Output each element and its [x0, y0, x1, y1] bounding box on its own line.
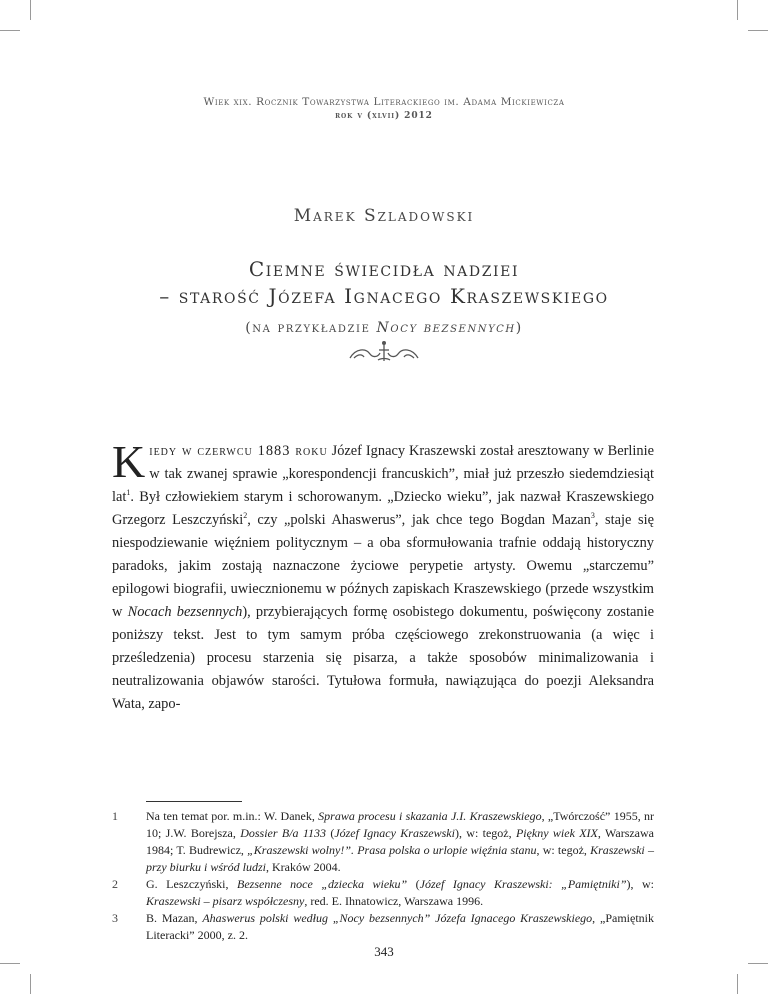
footnote-text: ), w: [626, 877, 655, 891]
footnote-ref[interactable]: 2 [243, 511, 248, 521]
footnote-number: 1 [112, 809, 118, 823]
footnote [112, 910, 654, 944]
crop-mark [737, 0, 738, 20]
footnote-text: , „Twórczość” 1955, nr 10; J.W. Borejsza, [146, 809, 654, 840]
footnote-italic: Ahaswerus polski według „Nocy bezsennych” Józefa Ignacego Kraszewskiego [202, 911, 593, 925]
subtitle-suffix: ) [515, 320, 523, 336]
footnote-italic: Józef Ignacy Kraszewski: „Pamiętniki” [419, 877, 627, 891]
crop-mark [30, 974, 31, 994]
footnote-text: , red. E. Ihnatowicz, Warszawa 1996. [304, 894, 484, 908]
body-sentence: . Był człowiekiem starym i schorowanym. „Dziecko wieku”, jak nazwał Kraszewskiego Grzegorz Leszczyński [112, 489, 654, 528]
footnote-number: 3 [112, 911, 118, 925]
journal-year: rok v (xlvii) 2012 [335, 111, 433, 121]
crop-mark [30, 0, 31, 20]
crop-mark [0, 963, 20, 964]
footnote [112, 876, 654, 910]
footnote-text: , „Pamiętnik Literacki” 2000, z. 2. [146, 911, 654, 942]
journal-title: Wiek xix. Rocznik Towarzystwa Literackiego im. Adama Mickiewicza [203, 96, 565, 108]
crop-mark [748, 30, 768, 31]
footnote-text: , Kraków 2004. [266, 860, 341, 874]
running-header [0, 96, 768, 121]
footnote-text: ), w: tegoż, [454, 826, 516, 840]
footnote-text: Na ten temat por. m.in.: W. Danek, [146, 809, 319, 823]
title-line-2: – starość Józefa Ignacego Kraszewskiego [159, 284, 609, 308]
footnote-text: B. Mazan, [146, 911, 203, 925]
crop-mark [0, 30, 20, 31]
body-sentence: , staje się niespodziewanie więźniem politycznym – a oba sformułowania trafnie oddają historyczny paradoks, jakim zostają naznaczone życiowe perypetie artysty. Owemu „starczemu” epilogowi biografii, uwiecznionemu w późnych zapiskach Kraszewskiego (przede wszystkim w [112, 512, 654, 620]
subtitle-italic: Nocy bezsennych [376, 320, 516, 336]
footnotes [112, 808, 654, 944]
body-sentence: , czy „polski Ahaswerus”, jak chce tego Bogdan Mazan [247, 512, 591, 528]
footnote-text: , Warszawa 1984; T. Budrewicz, [146, 826, 655, 857]
body-sentence: ), przybierających formę osobistego dokumentu, poświęcony zostanie poniższy tekst. Jest to tym samym próba częściowego zrekonstruowania (a więc i prześledzenia) procesu starzenia się pisarza, a także sposobów minimalizowania i neutralizowania objawów starości. Tytułowa formuła, nawiązująca do poezji Aleksandra Wata, zapo- [112, 604, 654, 712]
lead-in-smallcaps: iedy w czerwcu 1883 roku [149, 443, 328, 459]
footnote-text: ( [407, 877, 420, 891]
crop-mark [748, 963, 768, 964]
body-italic-title: Nocach bezsennych [127, 604, 243, 620]
footnote-italic: Piękny wiek XIX [515, 826, 598, 840]
article-author: Marek Szladowski [293, 206, 475, 226]
article-body [112, 436, 654, 716]
crop-mark [737, 974, 738, 994]
footnote-rule [146, 801, 242, 802]
footnote-text: G. Leszczyński, [146, 877, 237, 891]
footnote-text: ( [325, 826, 335, 840]
footnote-italic: Sprawa procesu i skazania J.I. Kraszewskiego [318, 809, 542, 823]
footnote-italic: Dossier B/a 1133 [240, 826, 326, 840]
footnote-italic: Bezsenne noce „dziecka wieku” [237, 877, 408, 891]
footnote-ref[interactable]: 1 [126, 488, 131, 498]
footnote-ref[interactable]: 3 [590, 511, 595, 521]
title-line-1: Ciemne świecidła nadziei [248, 257, 520, 281]
drop-cap: K [112, 436, 146, 487]
footnote-italic: Józef Ignacy Kraszewski [334, 826, 455, 840]
footnote-italic: „Kraszewski wolny!”. Prasa polska o urlopie więźnia stanu [247, 843, 537, 857]
page-number: 343 [374, 944, 394, 959]
footnote [112, 808, 654, 876]
footnote-italic: Kraszewski – przy biurku i wśród ludzi [146, 843, 654, 874]
body-sentence: Józef Ignacy Kraszewski został aresztowany w Berlinie w tak zwanej sprawie „korespondencji francuskich”, miał już przeszło siedemdziesiąt lat [112, 443, 654, 505]
fleuron-ornament-icon [344, 336, 424, 366]
footnote-italic: Kraszewski – pisarz współczesny [146, 894, 305, 908]
footnote-text: , w: tegoż, [536, 843, 591, 857]
subtitle-prefix: (na przykładzie [245, 320, 371, 336]
footnote-number: 2 [112, 877, 118, 891]
article-subtitle [0, 320, 768, 336]
article-title [0, 256, 768, 310]
